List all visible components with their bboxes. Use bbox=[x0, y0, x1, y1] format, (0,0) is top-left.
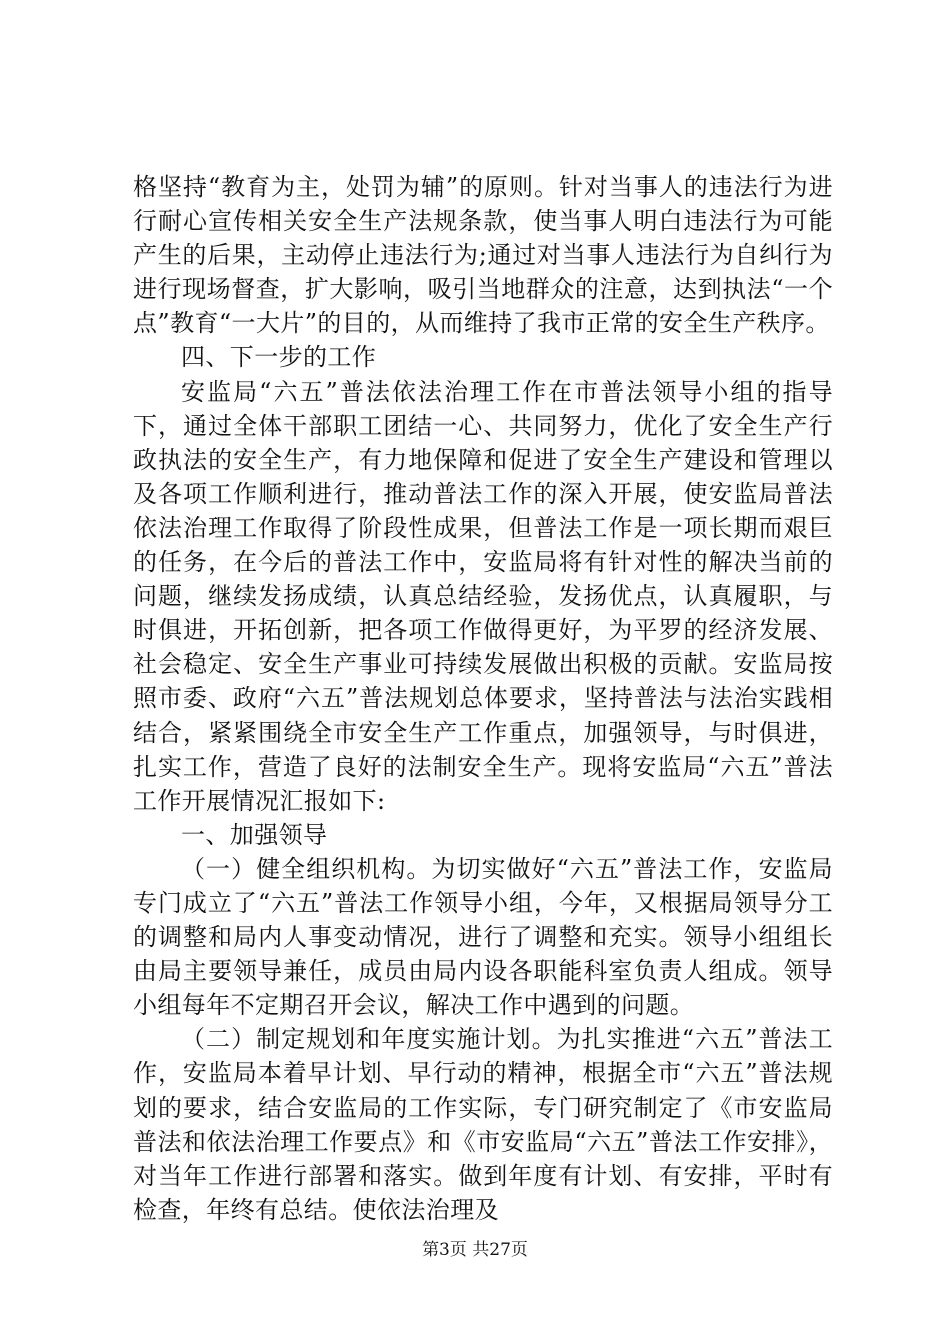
page-number-footer: 第3页 共27页 bbox=[422, 1240, 528, 1260]
paragraph-next-steps: 安监局“六五”普法依法治理工作在市普法领导小组的指导下，通过全体干部职工团结一心、共同努力，优化了安全生产行政执法的安全生产，有力地保障和促进了安全生产建设和管理以及各项工作顺利进行，推动普法工作的深入开展，使安监局普法依法治理工作取得了阶段性成果，但普法工作是一项长期而艰巨的任务，在今后的普法工作中，安监局将有针对性的解决当前的问题，继续发扬成绩，认真总结经验，发扬优点，认真履职，与时俱进，开拓创新，把各项工作做得更好，为平罗的经济发展、社会稳定、安全生产事业可持续发展做出积极的贡献。安监局按照市委、政府“六五”普法规划总体要求，坚持普法与法治实践相结合，紧紧围绕全市安全生产工作重点，加强领导，与时俱进，扎实工作，营造了良好的法制安全生产。现将安监局“六五”普法工作开展情况汇报如下: bbox=[133, 377, 833, 815]
section-heading-next-steps: 四、下一步的工作 bbox=[181, 343, 377, 372]
section-heading-leadership: 一、加强领导 bbox=[181, 820, 328, 849]
paragraph-organization: （一）健全组织机构。为切实做好“六五”普法工作，安监局专门成立了“六五”普法工作领导小组，今年，又根据局领导分工的调整和局内人事变动情况，进行了调整和充实。领导小组组长由局主要领导兼任，成员由局内设各职能科室负责人组成。领导小组每年不定期召开会议，解决工作中遇到的问题。 bbox=[133, 854, 833, 1020]
paragraph-continuation: 格坚持“教育为主，处罚为辅”的原则。针对当事人的违法行为进行耐心宣传相关安全生产法规条款，使当事人明白违法行为可能产生的后果，主动停止违法行为;通过对当事人违法行为自纠行为进行现场督查，扩大影响，吸引当地群众的注意，达到执法“一个点”教育“一大片”的目的，从而维持了我市正常的安全生产秩序。 bbox=[133, 173, 833, 338]
paragraph-planning: （二）制定规划和年度实施计划。为扎实推进“六五”普法工作，安监局本着早计划、早行动的精神，根据全市“六五”普法规划的要求，结合安监局的工作实际，专门研究制定了《市安监局普法和依法治理工作要点》和《市安监局“六五”普法工作安排》，对当年工作进行部署和落实。做到年度有计划、有安排，平时有检查，年终有总结。使依法治理及 bbox=[133, 1025, 833, 1224]
document-body bbox=[133, 170, 833, 1227]
